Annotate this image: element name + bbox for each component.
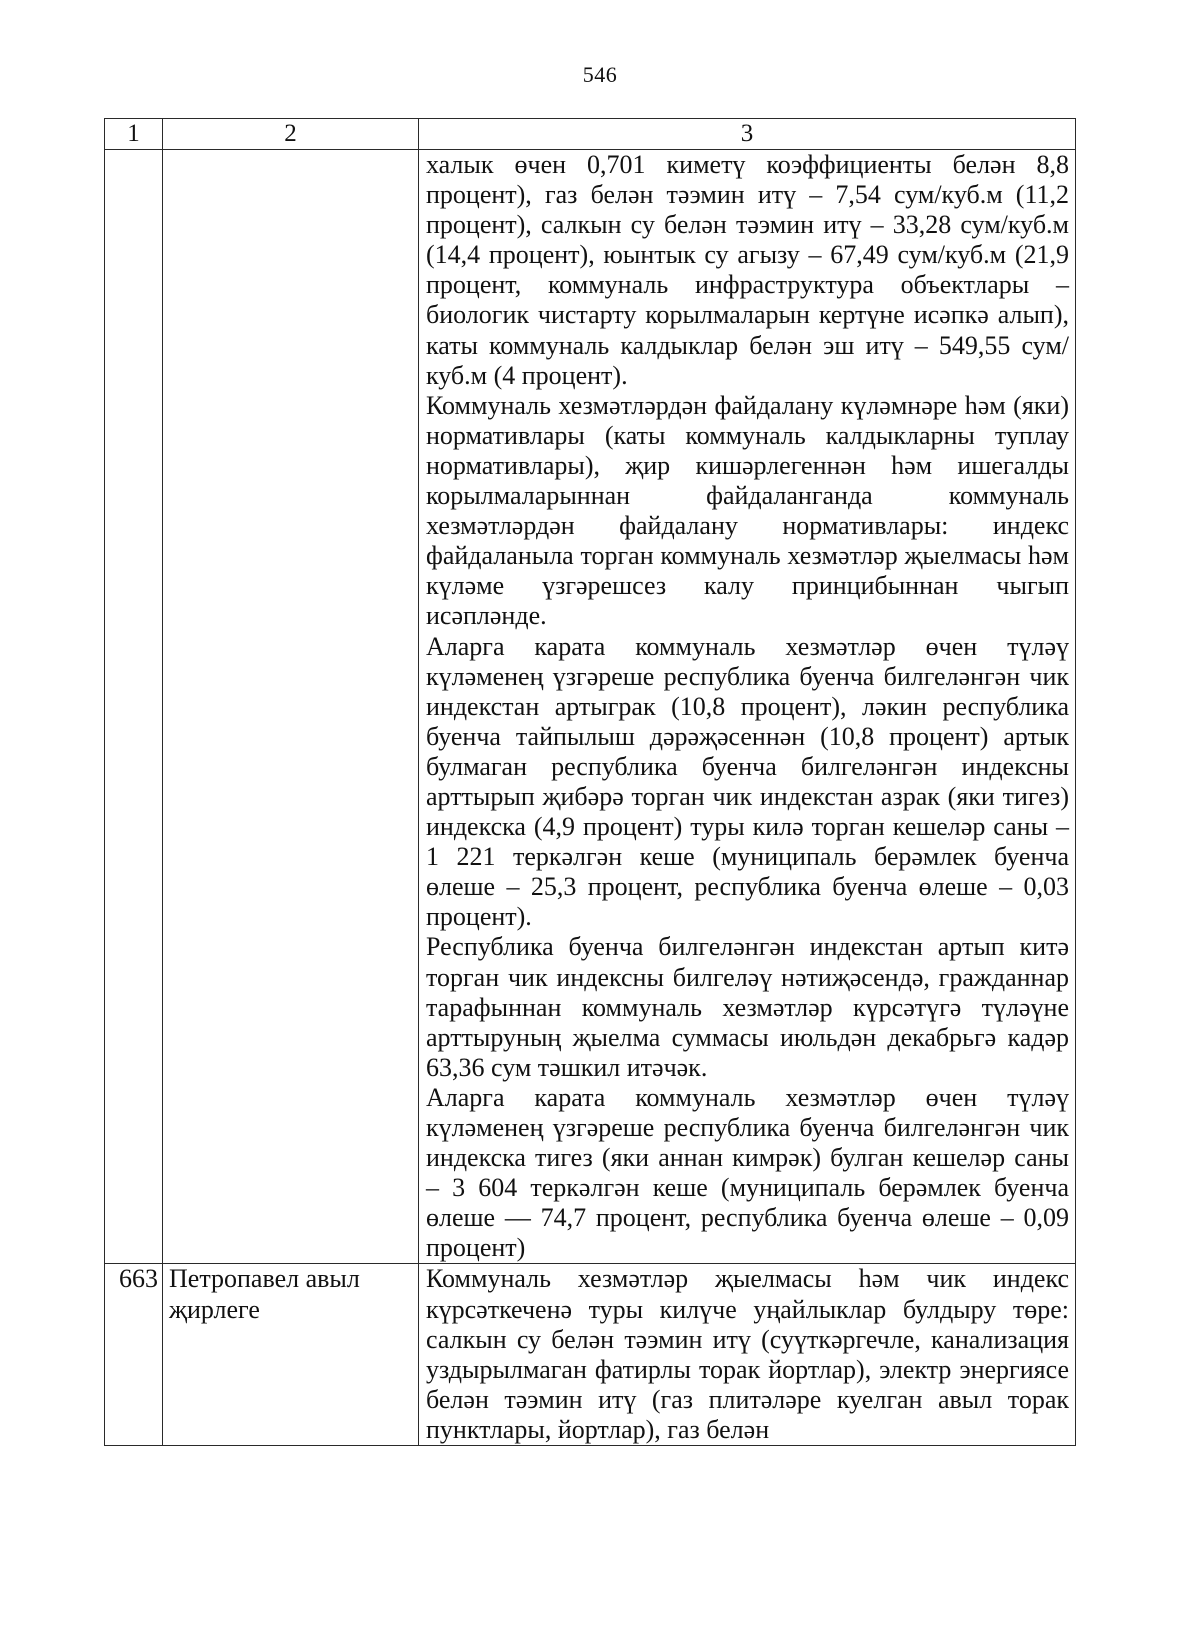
paragraph: Аларга карата коммуналь хезмәтләр өчен түләү күләменең үзгәреше республика буенча билгеләнгән чик индекска тигез (яки аннан кимрәк) булган кешеләр саны – 3 604 теркәлгән кеше (муниципаль берәмлек буенча өлеше — 74,7 процент, республика буенча өлеше – 0,09 процент) <box>426 1082 1069 1263</box>
settlement-name-cell <box>163 150 419 1264</box>
paragraph: Аларга карата коммуналь хезмәтләр өчен түләү күләменең үзгәреше республика буенча билгеләнгән чик индекстан артыграк (10,8 процент), ләкин республика буенча тайпылыш дәрәҗәсеннән (10,8 процент) артык булмаган республика буенча билгеләнгән индексны арттырып җибәрә торган чик индекстан азрак (яки тигез) индекска (4,9 процент) туры килә торган кешеләр саны – 1 221 теркәлгән кеше (муниципаль берәмлек буенча өлеше – 25,3 процент, республика буенча өлеше – 0,03 процент). <box>426 631 1069 932</box>
paragraph: Коммуналь хезмәтләр җыелмасы һәм чик индекс күрсәткеченә туры килүче уңайлыклар булдыру төре: салкын су белән тәэмин итү (суүткәргечле, канализация уздырылмаган фатирлы торак йортлар), электр энергиясе белән тәэмин итү (газ плитәләре куелган авыл торак пунктлары, йортлар), газ белән <box>426 1264 1069 1444</box>
table-row <box>105 1264 1076 1446</box>
table-header-row <box>105 119 1076 150</box>
description-cell <box>419 150 1076 1264</box>
data-table <box>104 118 1076 1446</box>
page-number: 546 <box>582 62 618 87</box>
paragraph: халык өчен 0,701 киметү коэффициенты белән 8,8 процент), газ белән тәэмин итү – 7,54 сум/куб.м (11,2 процент), салкын су белән тәэмин итү – 33,28 сум/куб.м (14,4 процент), юынтык су агызу – 67,49 сум/куб.м (21,9 процент, коммуналь инфраструктура объектлары – биологик чистарту корылмаларын кертүне исәпкә алып), каты коммуналь калдыклар белән эш итү – 549,55 сум/куб.м (4 процент). <box>426 150 1069 390</box>
paragraph: Коммуналь хезмәтләрдән файдалану күләмнәре һәм (яки) нормативлары (каты коммуналь калдыкларны туплау нормативлары), җир кишәрлегеннән һәм ишегалды корылмаларыннан файдаланганда коммуналь хезмәтләрдән файдалану нормативлары: индекс файдаланыла торган коммуналь хезмәтләр җыелмасы һәм күләме үзгәрешсез калу принцибыннан чыгып исәпләнде. <box>426 390 1069 631</box>
row-number-cell <box>105 150 163 1264</box>
column-header-3: 3 <box>419 119 1076 150</box>
paragraph: Республика буенча билгеләнгән индекстан артып китә торган чик индексны билгеләү нәтиҗәсендә, гражданнар тарафыннан коммуналь хезмәтләр күрсәтүгә түләүне арттыруның җыелма суммасы июльдән декабрьгә кадәр 63,36 сум тәшкил итәчәк. <box>426 932 1069 1082</box>
row-number-cell: 663 <box>105 1264 163 1446</box>
description-cell <box>419 1264 1076 1446</box>
settlement-name-cell: Петропавел авыл җирлеге <box>163 1264 419 1446</box>
column-header-2: 2 <box>163 119 419 150</box>
column-header-1: 1 <box>105 119 163 150</box>
table-row <box>105 150 1076 1264</box>
